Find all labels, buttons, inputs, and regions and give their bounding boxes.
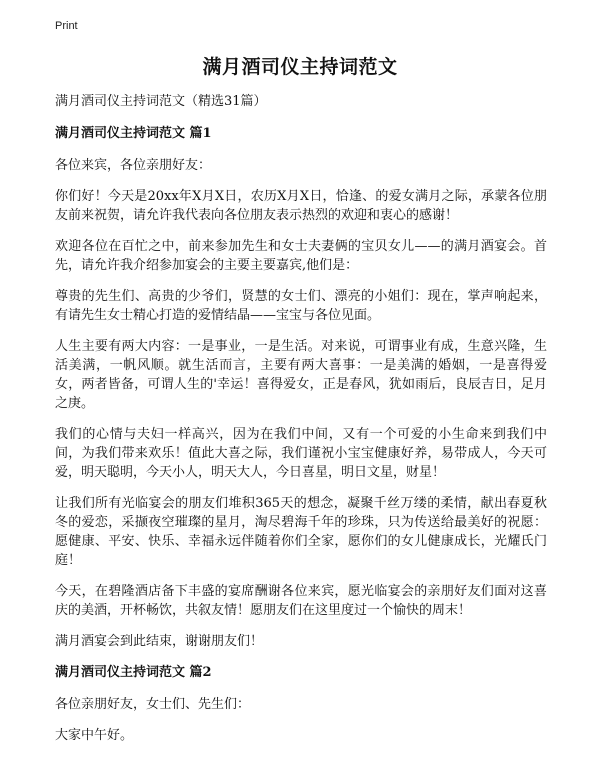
- paragraph: 大家中午好。: [55, 728, 134, 743]
- paragraph: 我们的心情与夫妇一样高兴，因为在我们中间，又有一个可爱的小生命来到我们中间，为我们带来欢乐！值此大喜之际，我们谨祝小宝宝健康好养，易带成人，今天可爱，明天聪明，今天小人，明天大人，今日喜星，明日文星，财星！: [55, 427, 547, 480]
- section-heading-2: 满月酒司仪主持词范文 篇2: [55, 665, 212, 680]
- paragraph: 今天，在碧隆酒店备下丰盛的宴席酬谢各位来宾，愿光临宴会的亲朋好友们面对这喜庆的美酒，开杯畅饮，共叙友情！愿朋友们在这里度过一个愉快的周末！: [55, 584, 547, 618]
- paragraph: 欢迎各位在百忙之中，前来参加先生和女士夫妻俩的宝贝女儿——的满月酒宴会。首先，请允许我介绍参加宴会的主要主要嘉宾,他们是：: [55, 239, 547, 273]
- paragraph: 满月酒宴会到此结束，谢谢朋友们！: [55, 634, 264, 649]
- section-heading-1: 满月酒司仪主持词范文 篇1: [55, 126, 212, 141]
- document-body: [55, 92, 547, 757]
- paragraph: 你们好！今天是20xx年X月X日，农历X月X日，恰逢、的爱女满月之际，承蒙各位朋友前来祝贺，请允许我代表向各位朋友表示热烈的欢迎和衷心的感谢！: [55, 189, 547, 223]
- paragraph: 尊贵的先生们、高贵的少爷们，贤慧的女士们、漂亮的小姐们：现在，掌声响起来，有请先生女士精心打造的爱情结晶——宝宝与各位见面。: [55, 289, 547, 323]
- paragraph: 让我们所有光临宴会的朋友们堆积365天的想念，凝聚千丝万缕的柔情，献出春夏秋冬的爱恋，采撷夜空璀璨的星月，淘尽碧海千年的珍珠，只为传送给最美好的祝愿：愿健康、平安、快乐、幸福永远伴随着你们全家，愿你们的女儿健康成长，光耀氏门庭！: [55, 496, 547, 568]
- paragraph: 各位亲朋好友，女士们、先生们：: [55, 697, 251, 712]
- document-subtitle: 满月酒司仪主持词范文（精选31篇）: [55, 94, 267, 109]
- print-link[interactable]: Print: [55, 20, 78, 32]
- paragraph: 各位来宾，各位亲朋好友：: [55, 158, 212, 173]
- document-title: 满月酒司仪主持词范文: [202, 56, 398, 78]
- paragraph: 人生主要有两大内容：一是事业，一是生活。对来说，可谓事业有成，生意兴隆，生活美满，一帆风顺。就生活而言，主要有两大喜事：一是美满的婚姻，一是喜得爱女，两者皆备，可谓人生的'幸运！喜得爱女，正是春风，犹如雨后，良辰吉日，足月之庚。: [55, 339, 547, 411]
